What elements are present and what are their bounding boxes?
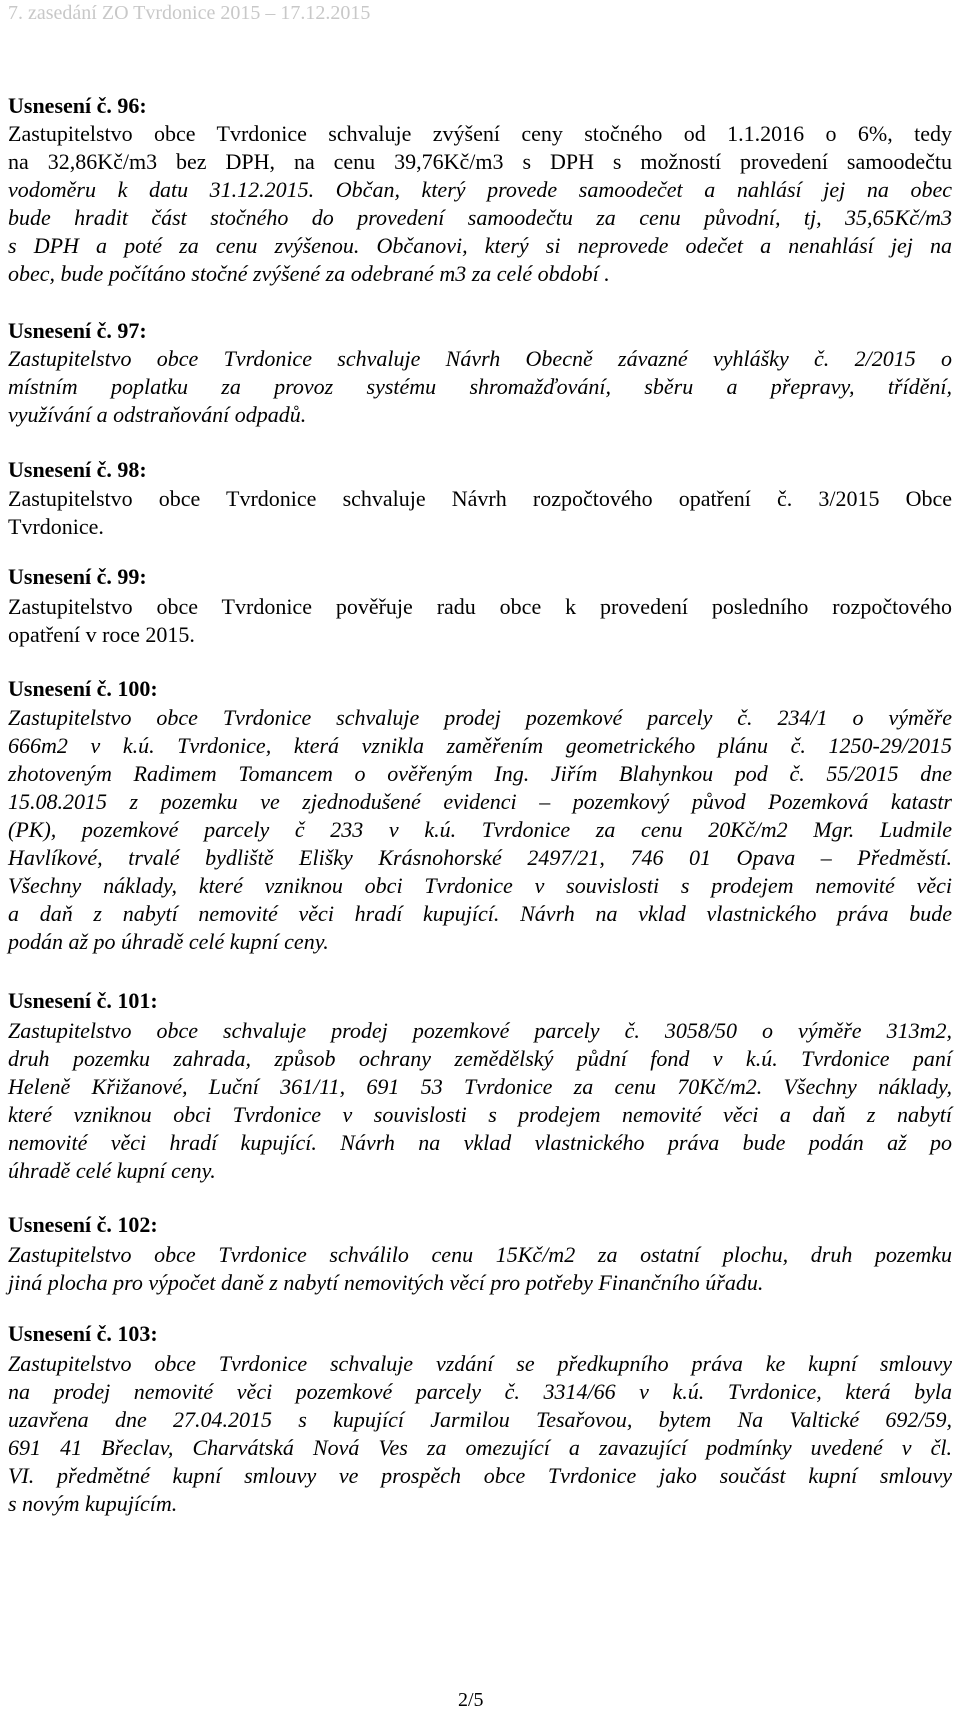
text-line: nemovité věci hradí kupující. Návrh na vklad vlastnického práva bude podán až po xyxy=(8,1130,952,1155)
text-line: místním poplatku za provoz systému shromažďování, sběru a přepravy, třídění, xyxy=(8,374,952,399)
text-line: podán až po úhradě celé kupní ceny. xyxy=(8,929,329,954)
text-line: Tvrdonice. xyxy=(8,514,104,539)
text-line: Zastupitelstvo obce Tvrdonice schvaluje prodej pozemkové parcely č. 234/1 o výměře xyxy=(8,705,952,730)
page-number: 2/5 xyxy=(458,1689,484,1711)
resolution-heading: Usnesení č. 100: xyxy=(8,676,158,701)
text-line: Zastupitelstvo obce Tvrdonice schvaluje Návrh Obecně závazné vyhlášky č. 2/2015 o xyxy=(8,346,952,371)
text-line: Zastupitelstvo obce Tvrdonice pověřuje radu obce k provedení posledního rozpočtového xyxy=(8,594,952,619)
resolution-body xyxy=(8,704,952,956)
text-line: využívání a odstraňování odpadů. xyxy=(8,402,307,427)
text-line: Zastupitelstvo obce Tvrdonice schvaluje Návrh rozpočtového opatření č. 3/2015 Obce xyxy=(8,486,952,511)
resolution-heading: Usnesení č. 101: xyxy=(8,988,158,1013)
text-line: zhotoveným Radimem Tomancem o ověřeným Ing. Jiřím Blahynkou pod č. 55/2015 dne xyxy=(8,761,952,786)
text-line: Havlíkové, trvalé bydliště Elišky Krásnohorské 2497/21, 746 01 Opava – Předměstí. xyxy=(8,845,952,870)
resolution-heading: Usnesení č. 97: xyxy=(8,318,147,343)
resolution-body xyxy=(8,593,952,649)
text-line: Zastupitelstvo obce Tvrdonice schválilo cenu 15Kč/m2 za ostatní plochu, druh pozemku xyxy=(8,1242,952,1267)
text-line: které vzniknou obci Tvrdonice v souvislosti s prodejem nemovité věci a daň z nabytí xyxy=(8,1102,952,1127)
text-line: obec, bude počítáno stočné zvýšené za odebrané m3 za celé období . xyxy=(8,261,610,286)
text-line: Zastupitelstvo obce Tvrdonice schvaluje zvýšení ceny stočného od 1.1.2016 o 6%, tedy xyxy=(8,121,952,146)
resolution-body xyxy=(8,120,952,288)
text-line: opatření v roce 2015. xyxy=(8,622,195,647)
resolution-body xyxy=(8,485,952,541)
text-line: bude hradit část stočného do provedení samoodečtu za cenu původní, tj, 35,65Kč/m3 xyxy=(8,205,952,230)
text-line: jiná plocha pro výpočet daně z nabytí nemovitých věcí pro potřeby Finančního úřadu. xyxy=(8,1270,764,1295)
text-line: s novým kupujícím. xyxy=(8,1491,178,1516)
resolution-heading: Usnesení č. 102: xyxy=(8,1212,158,1237)
text-line: úhradě celé kupní ceny. xyxy=(8,1158,216,1183)
text-line: na 32,86Kč/m3 bez DPH, na cenu 39,76Kč/m3 s DPH s možností provedení samoodečtu xyxy=(8,149,952,174)
resolution-heading: Usnesení č. 103: xyxy=(8,1321,158,1346)
resolution-body xyxy=(8,1017,952,1185)
page-header: 7. zasedání ZO Tvrdonice 2015 – 17.12.2015 xyxy=(8,2,371,24)
text-line: uzavřena dne 27.04.2015 s kupující Jarmilou Tesařovou, bytem Na Valtické 692/59, xyxy=(8,1407,952,1432)
resolution-heading: Usnesení č. 98: xyxy=(8,457,147,482)
text-line: 666m2 v k.ú. Tvrdonice, která vznikla zaměřením geometrického plánu č. 1250-29/2015 xyxy=(8,733,952,758)
text-line: 691 41 Břeclav, Charvátská Nová Ves za omezující a zavazující podmínky uvedené v čl. xyxy=(8,1435,952,1460)
text-line: Zastupitelstvo obce schvaluje prodej pozemkové parcely č. 3058/50 o výměře 313m2, xyxy=(8,1018,952,1043)
text-line: Všechny náklady, které vzniknou obci Tvrdonice v souvislosti s prodejem nemovité věci xyxy=(8,873,952,898)
text-line: Heleně Křižanové, Luční 361/11, 691 53 Tvrdonice za cenu 70Kč/m2. Všechny náklady, xyxy=(8,1074,952,1099)
text-line: (PK), pozemkové parcely č 233 v k.ú. Tvrdonice za cenu 20Kč/m2 Mgr. Ludmile xyxy=(8,817,952,842)
resolution-heading: Usnesení č. 99: xyxy=(8,564,147,589)
resolution-heading: Usnesení č. 96: xyxy=(8,93,147,118)
resolution-body xyxy=(8,1350,952,1518)
resolution-body xyxy=(8,1241,952,1297)
text-line: na prodej nemovité věci pozemkové parcely č. 3314/66 v k.ú. Tvrdonice, která byla xyxy=(8,1379,952,1404)
text-line: a daň z nabytí nemovité věci hradí kupující. Návrh na vklad vlastnického práva bude xyxy=(8,901,952,926)
resolution-body xyxy=(8,345,952,429)
text-line: Zastupitelstvo obce Tvrdonice schvaluje vzdání se předkupního práva ke kupní smlouvy xyxy=(8,1351,952,1376)
text-line: VI. předmětné kupní smlouvy ve prospěch obce Tvrdonice jako součást kupní smlouvy xyxy=(8,1463,952,1488)
text-line: vodoměru k datu 31.12.2015. Občan, který provede samoodečet a nahlásí jej na obec xyxy=(8,177,952,202)
text-line: druh pozemku zahrada, způsob ochrany zemědělský půdní fond v k.ú. Tvrdonice paní xyxy=(8,1046,952,1071)
text-line: s DPH a poté za cenu zvýšenou. Občanovi, který si neprovede odečet a nenahlásí jej na xyxy=(8,233,952,258)
text-line: 15.08.2015 z pozemku ve zjednodušené evidenci – pozemkový původ Pozemková katastr xyxy=(8,789,952,814)
